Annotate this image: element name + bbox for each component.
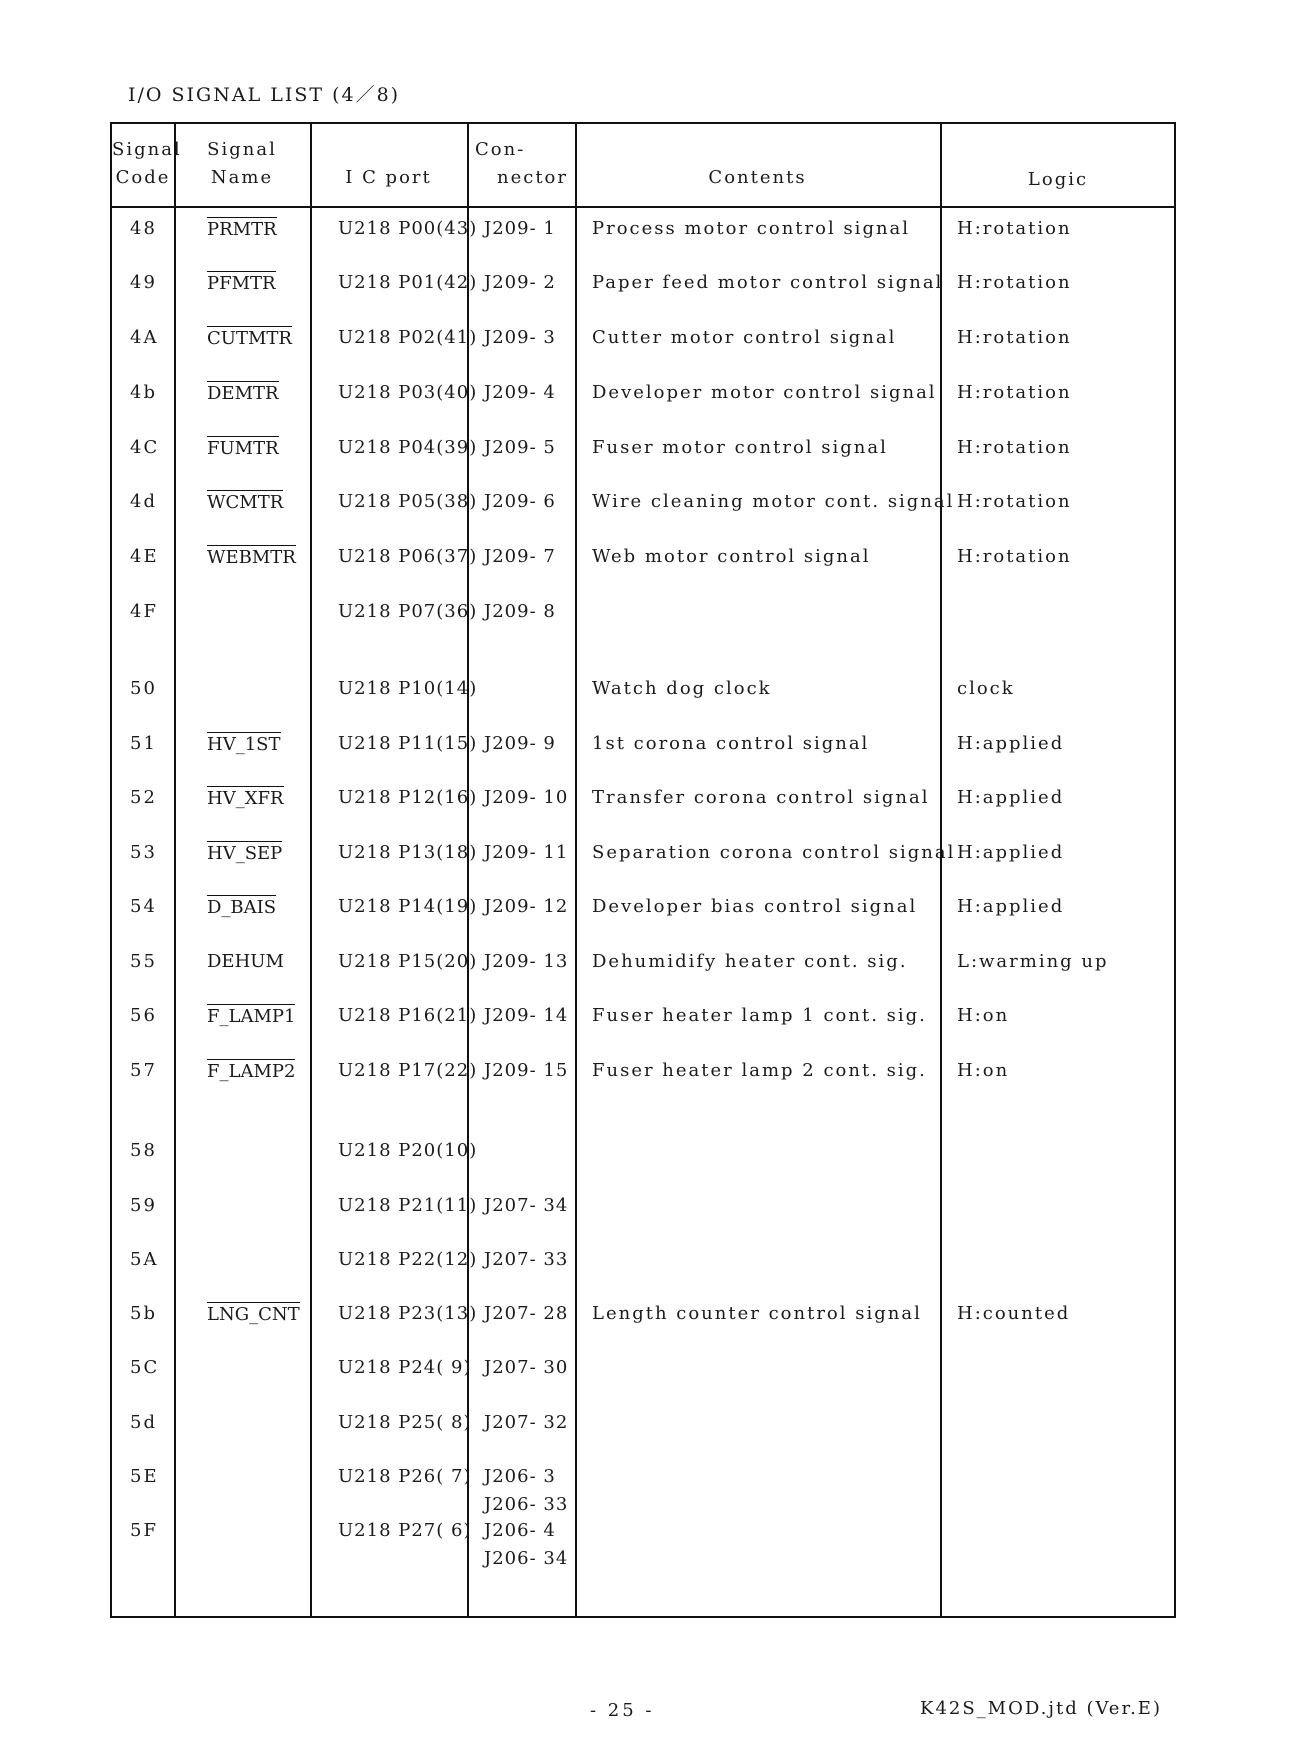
connector: J209- 8 bbox=[484, 601, 556, 622]
signal-name: F_LAMP2 bbox=[207, 1061, 296, 1082]
contents: Fuser motor control signal bbox=[592, 437, 888, 458]
signal-code: 4C bbox=[130, 437, 160, 458]
table-row bbox=[112, 1408, 1174, 1438]
logic: H:rotation bbox=[957, 272, 1072, 293]
ic-port: U218 P10(14) bbox=[338, 678, 478, 699]
signal-name: HV_XFR bbox=[207, 788, 284, 809]
signal-name: DEHUM bbox=[207, 951, 284, 972]
ic-port: U218 P04(39) bbox=[338, 437, 478, 458]
signal-name: HV_SEP bbox=[207, 843, 283, 864]
signal-code: 52 bbox=[130, 787, 157, 808]
connector: J209- 2 bbox=[484, 272, 556, 293]
connector: J209- 3 bbox=[484, 327, 556, 348]
connector: J209- 13 bbox=[484, 951, 569, 972]
connector: J209- 1 bbox=[484, 218, 556, 239]
ic-port: U218 P07(36) bbox=[338, 601, 478, 622]
ic-port: U218 P13(18) bbox=[338, 842, 478, 863]
connector: J207- 34 bbox=[484, 1195, 569, 1216]
ic-port: U218 P26( 7) bbox=[338, 1466, 472, 1487]
signal-code: 51 bbox=[130, 733, 157, 754]
signal-name: PRMTR bbox=[207, 219, 277, 240]
logic: H:counted bbox=[957, 1303, 1071, 1324]
signal-name: DEMTR bbox=[207, 383, 279, 404]
ic-port: U218 P16(21) bbox=[338, 1005, 478, 1026]
ic-port: U218 P00(43) bbox=[338, 218, 478, 239]
connector: J207- 28 bbox=[484, 1303, 569, 1324]
table-row bbox=[112, 1056, 1174, 1086]
header-signal-code bbox=[112, 136, 182, 192]
contents: Length counter control signal bbox=[592, 1303, 922, 1324]
signal-name: FUMTR bbox=[207, 438, 279, 459]
table-row bbox=[112, 729, 1174, 759]
table-row bbox=[112, 1245, 1174, 1275]
signal-code: 4A bbox=[130, 327, 159, 348]
table-row bbox=[112, 838, 1174, 868]
contents: Separation corona control signal bbox=[592, 842, 956, 863]
contents: Developer bias control signal bbox=[592, 896, 918, 917]
logic: L:warming up bbox=[957, 951, 1109, 972]
table-row bbox=[112, 597, 1174, 627]
table-row bbox=[112, 783, 1174, 813]
connector: J209- 12 bbox=[484, 896, 569, 917]
logic: H:applied bbox=[957, 842, 1065, 863]
ic-port: U218 P05(38) bbox=[338, 491, 478, 512]
signal-code: 5d bbox=[130, 1412, 157, 1433]
signal-name: D_BAIS bbox=[207, 897, 277, 918]
contents: Watch dog clock bbox=[592, 678, 772, 699]
table-row bbox=[112, 1191, 1174, 1221]
table-row bbox=[112, 487, 1174, 517]
logic: H:rotation bbox=[957, 327, 1072, 348]
header-name-line2: Name bbox=[210, 167, 274, 188]
signal-name: WEBMTR bbox=[207, 547, 296, 568]
header-con-line2: nector bbox=[497, 167, 569, 188]
ic-port: U218 P23(13) bbox=[338, 1303, 478, 1324]
contents: Transfer corona control signal bbox=[592, 787, 930, 808]
signal-code: 4F bbox=[130, 601, 158, 622]
table-row bbox=[112, 1299, 1174, 1329]
signal-code: 50 bbox=[130, 678, 157, 699]
ic-port: U218 P20(10) bbox=[338, 1140, 478, 1161]
connector-secondary: J206- 34 bbox=[484, 1548, 569, 1569]
ic-port: U218 P25( 8) bbox=[338, 1412, 472, 1433]
table-row bbox=[112, 947, 1174, 977]
connector: J206- 4 bbox=[484, 1520, 556, 1541]
signal-code: 53 bbox=[130, 842, 157, 863]
ic-port: U218 P01(42) bbox=[338, 272, 478, 293]
logic: H:on bbox=[957, 1005, 1010, 1026]
logic: H:rotation bbox=[957, 382, 1072, 403]
contents: Paper feed motor control signal bbox=[592, 272, 944, 293]
signal-code: 4d bbox=[130, 491, 157, 512]
logic: H:rotation bbox=[957, 218, 1072, 239]
connector: J207- 33 bbox=[484, 1249, 569, 1270]
table-row bbox=[112, 542, 1174, 572]
header-code-line2: Code bbox=[115, 167, 171, 188]
header-signal-name bbox=[174, 136, 310, 192]
signal-code: 4b bbox=[130, 382, 157, 403]
signal-code: 5C bbox=[130, 1357, 160, 1378]
table-row bbox=[112, 1136, 1174, 1166]
signal-code: 49 bbox=[130, 272, 157, 293]
ic-port: U218 P17(22) bbox=[338, 1060, 478, 1081]
page-number: - 25 - bbox=[590, 1700, 655, 1721]
connector: J209- 6 bbox=[484, 491, 556, 512]
contents: Fuser heater lamp 2 cont. sig. bbox=[592, 1060, 927, 1081]
contents: Process motor control signal bbox=[592, 218, 911, 239]
contents: Cutter motor control signal bbox=[592, 327, 897, 348]
connector: J209- 5 bbox=[484, 437, 556, 458]
document-id: K42S_MOD.jtd (Ver.E) bbox=[920, 1698, 1162, 1719]
table-row bbox=[112, 892, 1174, 922]
header-logic: Logic bbox=[1027, 169, 1089, 190]
signal-code: 59 bbox=[130, 1195, 157, 1216]
contents: 1st corona control signal bbox=[592, 733, 870, 754]
header-ic-port: I C port bbox=[345, 167, 432, 188]
header-contents: Contents bbox=[708, 167, 807, 188]
connector: J209- 7 bbox=[484, 546, 556, 567]
logic: H:on bbox=[957, 1060, 1010, 1081]
header-code-line1: Signal bbox=[112, 139, 182, 160]
signal-name: HV_1ST bbox=[207, 734, 281, 755]
signal-name: CUTMTR bbox=[207, 328, 292, 349]
table-row bbox=[112, 1516, 1174, 1569]
signal-name: LNG_CNT bbox=[207, 1304, 300, 1325]
ic-port: U218 P06(37) bbox=[338, 546, 478, 567]
contents: Wire cleaning motor cont. signal bbox=[592, 491, 955, 512]
logic: H:applied bbox=[957, 896, 1065, 917]
connector: J207- 32 bbox=[484, 1412, 569, 1433]
connector: J209- 15 bbox=[484, 1060, 569, 1081]
logic: H:rotation bbox=[957, 437, 1072, 458]
signal-name: PFMTR bbox=[207, 273, 276, 294]
ic-port: U218 P03(40) bbox=[338, 382, 478, 403]
logic: H:rotation bbox=[957, 491, 1072, 512]
table-row bbox=[112, 433, 1174, 463]
logic: H:applied bbox=[957, 733, 1065, 754]
ic-port: U218 P11(15) bbox=[338, 733, 478, 754]
connector: J209- 14 bbox=[484, 1005, 569, 1026]
connector: J209- 9 bbox=[484, 733, 556, 754]
signal-code: 55 bbox=[130, 951, 157, 972]
signal-code: 57 bbox=[130, 1060, 157, 1081]
table-row bbox=[112, 1353, 1174, 1383]
logic: H:applied bbox=[957, 787, 1065, 808]
table-row bbox=[112, 674, 1174, 704]
ic-port: U218 P24( 9) bbox=[338, 1357, 472, 1378]
connector: J209- 11 bbox=[484, 842, 569, 863]
connector: J207- 30 bbox=[484, 1357, 569, 1378]
table-row bbox=[112, 1001, 1174, 1031]
contents: Dehumidify heater cont. sig. bbox=[592, 951, 908, 972]
table-row bbox=[112, 268, 1174, 298]
signal-code: 54 bbox=[130, 896, 157, 917]
io-signal-table bbox=[110, 122, 1176, 1618]
table-row bbox=[112, 214, 1174, 244]
signal-code: 56 bbox=[130, 1005, 157, 1026]
logic: H:rotation bbox=[957, 546, 1072, 567]
signal-code: 48 bbox=[130, 218, 157, 239]
header-name-line1: Signal bbox=[207, 139, 277, 160]
ic-port: U218 P21(11) bbox=[338, 1195, 478, 1216]
signal-code: 4E bbox=[130, 546, 159, 567]
ic-port: U218 P12(16) bbox=[338, 787, 478, 808]
table-row bbox=[112, 378, 1174, 408]
ic-port: U218 P14(19) bbox=[338, 896, 478, 917]
signal-code: 5E bbox=[130, 1466, 159, 1487]
logic: clock bbox=[957, 678, 1015, 699]
signal-code: 5A bbox=[130, 1249, 159, 1270]
signal-name: WCMTR bbox=[207, 492, 284, 513]
connector: J206- 3 bbox=[484, 1466, 556, 1487]
signal-code: 5F bbox=[130, 1520, 158, 1541]
header-divider bbox=[112, 206, 1174, 208]
ic-port: U218 P15(20) bbox=[338, 951, 478, 972]
ic-port: U218 P02(41) bbox=[338, 327, 478, 348]
ic-port: U218 P27( 6) bbox=[338, 1520, 472, 1541]
connector-secondary: J206- 33 bbox=[484, 1494, 569, 1515]
contents: Web motor control signal bbox=[592, 546, 871, 567]
header-con-line1: Con- bbox=[475, 139, 526, 160]
signal-code: 58 bbox=[130, 1140, 157, 1161]
connector: J209- 10 bbox=[484, 787, 569, 808]
signal-name: F_LAMP1 bbox=[207, 1006, 296, 1027]
table-row bbox=[112, 1462, 1174, 1515]
header-connector bbox=[467, 136, 575, 192]
ic-port: U218 P22(12) bbox=[338, 1249, 478, 1270]
connector: J209- 4 bbox=[484, 382, 556, 403]
page-title: I/O SIGNAL LIST (4／8) bbox=[128, 84, 401, 106]
contents: Fuser heater lamp 1 cont. sig. bbox=[592, 1005, 927, 1026]
contents: Developer motor control signal bbox=[592, 382, 937, 403]
signal-code: 5b bbox=[130, 1303, 157, 1324]
table-row bbox=[112, 323, 1174, 353]
